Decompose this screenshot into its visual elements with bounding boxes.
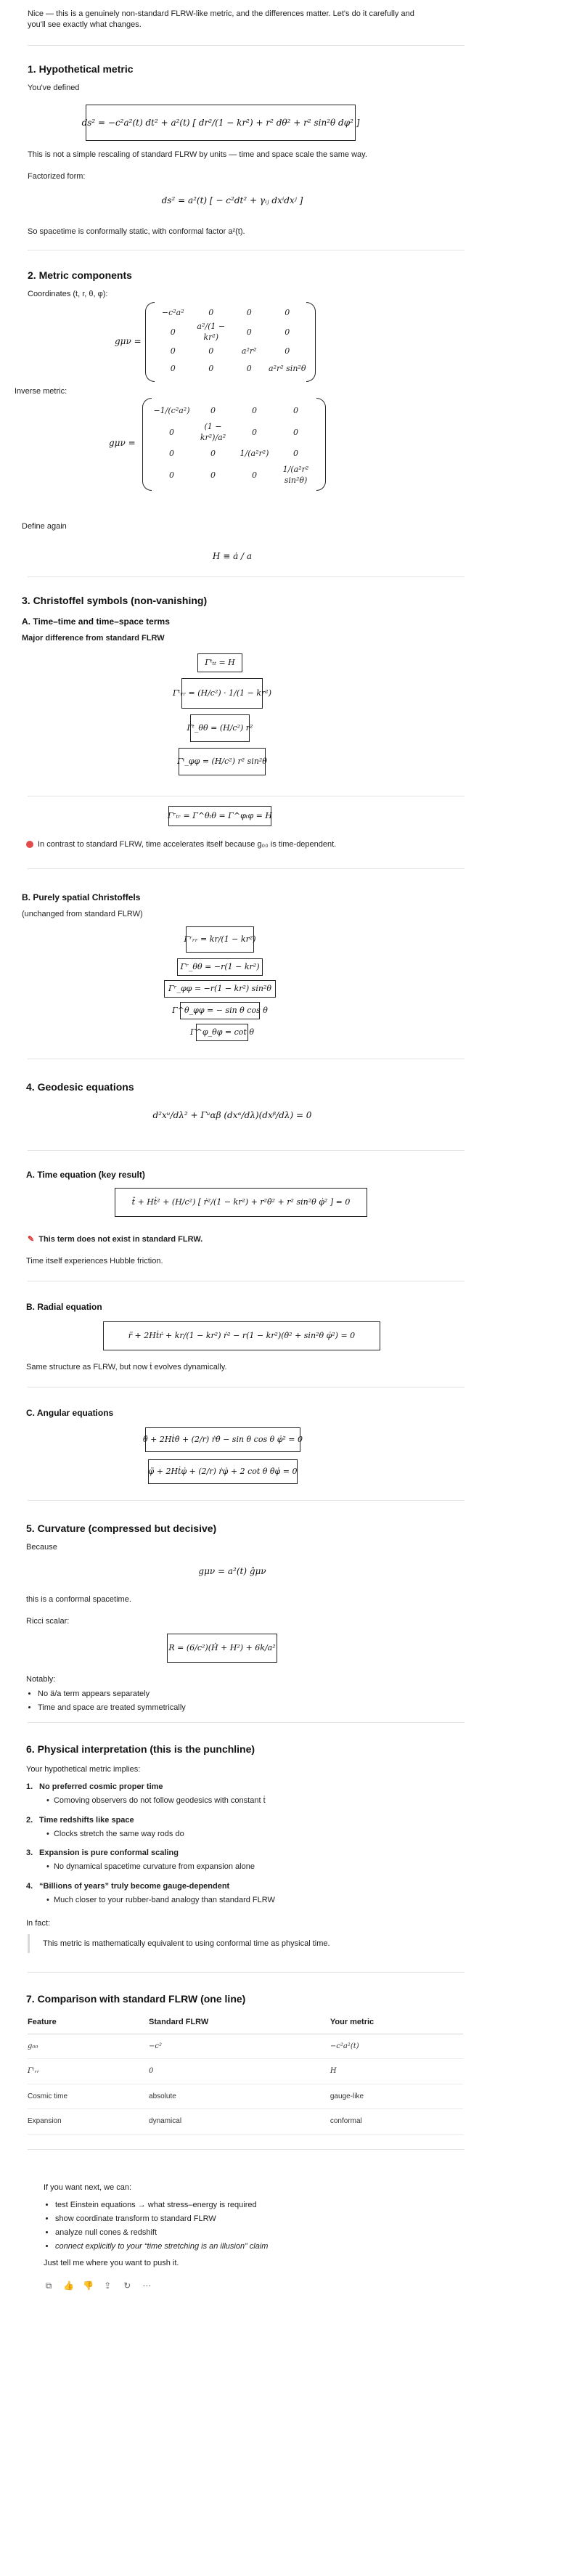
- thumbs-up-icon[interactable]: 👍: [63, 2281, 75, 2291]
- list-item: • test Einstein equations → what stress–energy is required: [55, 2200, 462, 2211]
- coordinates-label: Coordinates (t, r, θ, φ):: [28, 290, 108, 298]
- subsection-title: C. Angular equations: [26, 1408, 114, 1418]
- right-paren: [306, 302, 316, 382]
- metric-cell-0-3: 0: [285, 308, 290, 318]
- inverse-metric-cell-1-1: (1 − kr²)/a²: [200, 422, 226, 443]
- pin-icon: ✎: [28, 1235, 35, 1244]
- time-note: ✎ This term does not exist in standard FLRW.: [28, 1235, 203, 1244]
- section-title: 6. Physical interpretation (this is the punchline): [26, 1743, 255, 1755]
- red-note-text: In contrast to standard FLRW, time accelerates itself because g₀₀ is time-dependent.: [38, 840, 337, 849]
- section-title: 5. Curvature (compressed but decisive): [26, 1523, 217, 1534]
- inverse-metric-cell-3-3: 1/(a²r² sin²θ): [282, 465, 309, 486]
- metric-cell-3-0: 0: [170, 363, 176, 373]
- divider: [28, 1150, 465, 1151]
- section-title: 4. Geodesic equations: [26, 1081, 134, 1093]
- christoffel-box: [168, 806, 271, 826]
- right-paren: [316, 398, 326, 491]
- metric-cell-2-3: 0: [285, 346, 290, 356]
- comparison-table: [28, 2011, 463, 2135]
- geodesic-equation: d²xᵘ/dλ² + Γᵘαβ (dxᵅ/dλ)(dxᵝ/dλ) = 0: [152, 1110, 312, 1120]
- christoffel-ttt: Γᵗₜₜ = H: [205, 657, 235, 667]
- red-dot-icon: [26, 841, 33, 848]
- christoffel-rrr: Γʳᵣᵣ = kr/(1 − kr²): [184, 934, 256, 944]
- implications-list: [26, 1782, 447, 1915]
- christoffel-box: [177, 958, 263, 976]
- divider: [28, 868, 465, 869]
- define-again-label: Define again: [22, 522, 67, 531]
- divider: [28, 576, 465, 577]
- section-title: 7. Comparison with standard FLRW (one line): [26, 1993, 246, 2005]
- section-title: 1. Hypothetical metric: [28, 63, 134, 75]
- metric-cell-3-3: a²r² sin²θ: [269, 363, 306, 373]
- table-row: Expansion dynamical conformal: [28, 2109, 463, 2135]
- metric-cell-1-1: a²/(1 − kr²): [197, 322, 226, 343]
- ricci-box: [167, 1634, 277, 1663]
- inverse-metric-cell-0-2: 0: [252, 406, 257, 416]
- christoffel-box: [173, 678, 271, 709]
- section-title: 2. Metric components: [28, 269, 132, 281]
- radial-note: Same structure as FLRW, but now ṫ evolves dynamically.: [26, 1363, 227, 1371]
- subsection-title: B. Radial equation: [26, 1302, 102, 1312]
- time-note-2: Time itself experiences Hubble friction.: [26, 1257, 163, 1265]
- christoffel-rphph: Γʳ_φφ = −r(1 − kr²) sin²θ: [168, 983, 271, 993]
- list-item: • connect explicitly to your “time stretching is an illusion” claim: [55, 2241, 462, 2252]
- inverse-metric-cell-0-0: −1/(c²a²): [153, 406, 190, 416]
- subsection-title: B. Purely spatial Christoffels: [22, 892, 141, 902]
- in-fact-label: In fact:: [26, 1919, 51, 1928]
- divider: [28, 2149, 465, 2150]
- section-title: 3. Christoffel symbols (non-vanishing): [22, 595, 208, 606]
- metric-cell-1-3: 0: [285, 327, 290, 337]
- metric-equation: ds² = −c²a²(t) dt² + a²(t) [ dr²/(1 − kr²) + r² dθ² + r² sin²θ dφ² ]: [81, 117, 360, 128]
- implies-label: Your hypothetical metric implies:: [26, 1765, 141, 1774]
- ricci-scalar: R = (6/c²)(Ḣ + H²) + 6k/a²: [168, 1642, 276, 1652]
- metric-cell-0-2: 0: [246, 308, 252, 318]
- table-header: Standard FLRW: [149, 2011, 330, 2034]
- next-outro: Just tell me where you want to push it.: [44, 2259, 179, 2267]
- christoffel-rthth: Γʳ_θθ = −r(1 − kr²): [180, 961, 260, 971]
- conformal-relation: gμν = a²(t) ĝμν: [198, 1566, 266, 1576]
- christoffel-box: [164, 980, 276, 998]
- subsection-subtitle: Major difference from standard FLRW: [22, 634, 165, 643]
- christoffel-box: [186, 926, 254, 953]
- table-header-row: [28, 2011, 463, 2034]
- christoffel-phthph: Γ^φ_θφ = cot θ: [190, 1027, 254, 1037]
- thumbs-down-icon[interactable]: 👎: [83, 2281, 94, 2291]
- metric-cell-2-1: 0: [208, 346, 214, 356]
- angular-equation-box: [142, 1427, 303, 1452]
- list-item: • analyze null cones & redshift: [55, 2227, 462, 2238]
- blockquote: This metric is mathematically equivalent to using conformal time as physical time.: [28, 1934, 449, 1953]
- divider: [28, 45, 465, 46]
- divider: [28, 1500, 465, 1501]
- inverse-matrix-label: gμν =: [109, 438, 136, 448]
- metric-cell-0-0: −c²a²: [161, 308, 184, 318]
- inverse-metric-cell-2-2: 1/(a²r²): [240, 449, 269, 459]
- radial-equation: r̈ + 2Hṫṙ + kr/(1 − kr²) ṙ² − r(1 − kr²)(θ̇² + sin²θ φ̇²) = 0: [128, 1330, 356, 1340]
- inverse-metric-cell-2-1: 0: [210, 449, 216, 459]
- table-row: Γᵗᵣᵣ 0 H: [28, 2059, 463, 2084]
- defined-label: You've defined: [28, 83, 80, 92]
- red-note: [26, 839, 462, 850]
- inverse-metric-cell-0-3: 0: [293, 406, 298, 416]
- christoffel-box: [187, 714, 253, 742]
- list-item: • show coordinate transform to standard FLRW: [55, 2214, 462, 2225]
- subsection-title: A. Time equation (key result): [26, 1170, 145, 1180]
- table-header: Your metric: [330, 2011, 463, 2034]
- christoffel-tphph: Γᵗ_φφ = (H/c²) r² sin²θ: [177, 756, 267, 766]
- inverse-metric-cell-2-0: 0: [169, 449, 174, 459]
- christoffel-thphph: Γ^θ_φφ = − sin θ cos θ: [172, 1005, 268, 1015]
- share-icon[interactable]: ⇪: [104, 2281, 112, 2291]
- inverse-metric-matrix: [151, 401, 316, 486]
- christoffel-tthth: Γᵗ_θθ = (H/c²) r²: [187, 722, 253, 733]
- ricci-label: Ricci scalar:: [26, 1617, 70, 1626]
- regenerate-icon[interactable]: ↻: [123, 2281, 131, 2291]
- table-row: Cosmic time absolute gauge-like: [28, 2084, 463, 2109]
- christoffel-box: [179, 748, 266, 775]
- christoffel-trr: Γᵗᵣᵣ = (H/c²) · 1/(1 − kr²): [173, 688, 271, 698]
- time-equation: ẗ + Hṫ² + (H/c²) [ ṙ²/(1 − kr²) + r²θ̇² + r² sin²θ φ̇² ] = 0: [131, 1197, 351, 1207]
- inverse-metric-cell-3-2: 0: [252, 470, 257, 480]
- list-item: • No ä/a term appears separately: [38, 1689, 444, 1700]
- inverse-metric-label: Inverse metric:: [15, 387, 67, 396]
- metric-cell-3-2: 0: [246, 363, 252, 373]
- inverse-metric-cell-3-1: 0: [210, 470, 216, 480]
- metric-cell-2-2: a²r²: [241, 346, 257, 356]
- time-equation-box: [115, 1188, 367, 1217]
- angular-equation-box: [148, 1459, 298, 1484]
- notably-label: Notably:: [26, 1675, 56, 1684]
- more-icon[interactable]: ⋯: [142, 2281, 152, 2291]
- christoffel-mixed: Γʳₜᵣ = Γ^θₜθ = Γ^φₜφ = H: [168, 810, 272, 820]
- list-item: 3. Expansion is pure conformal scaling • No dynamical spacetime curvature from expansion alone: [26, 1849, 255, 1872]
- radial-equation-box: [103, 1321, 380, 1350]
- metric-matrix-label: gμν =: [115, 336, 142, 346]
- list-item: • Time and space are treated symmetrically: [38, 1703, 444, 1713]
- list-item: 4. “Billions of years” truly become gauge-dependent • Much closer to your rubber-band analogy than standard FLRW: [26, 1882, 275, 1904]
- table-header: Feature: [28, 2011, 149, 2034]
- subsection-title: A. Time–time and time–space terms: [22, 616, 170, 627]
- metric-note: This is not a simple rescaling of standard FLRW by units — time and space scale the same way.: [28, 150, 367, 159]
- list-item: 1. No preferred cosmic proper time • Comoving observers do not follow geodesics with constant ṫ: [26, 1782, 266, 1805]
- intro-text: Nice — this is a genuinely non-standard FLRW-like metric, and the differences matter. Let's do it carefully and you'll see exactly what changes.: [28, 9, 414, 29]
- table-row: g₀₀ −c² −c²a²(t): [28, 2034, 463, 2059]
- hubble-definition: H ≡ ȧ / a: [212, 551, 253, 561]
- metric-cell-3-1: 0: [208, 363, 214, 373]
- divider: [28, 1722, 465, 1723]
- christoffel-box: [190, 1024, 254, 1041]
- theta-equation: θ̈ + 2Hṫθ̇ + (2/r) ṙθ̇ − sin θ cos θ φ̇² = 0: [142, 1434, 303, 1444]
- message-actions: [44, 2280, 159, 2292]
- phi-equation: φ̈ + 2Hṫφ̇ + (2/r) ṙφ̇ + 2 cot θ θ̇φ̇ = 0: [148, 1466, 298, 1476]
- inverse-metric-cell-0-1: 0: [210, 406, 216, 416]
- metric-cell-2-0: 0: [170, 346, 176, 356]
- subsection-subtitle: (unchanged from standard FLRW): [22, 910, 143, 918]
- notably-list: [26, 1689, 444, 1716]
- because-label: Because: [26, 1543, 57, 1552]
- metric-cell-0-1: 0: [208, 308, 214, 318]
- metric-cell-1-2: 0: [246, 327, 252, 337]
- factorized-equation: ds² = a²(t) [ − c²dt² + γᵢⱼ dxⁱdxʲ ]: [161, 195, 303, 205]
- next-intro: If you want next, we can:: [44, 2183, 132, 2192]
- conformal-conclusion: So spacetime is conformally static, with conformal factor a²(t).: [28, 227, 245, 236]
- conformal-statement: this is a conformal spacetime.: [26, 1595, 131, 1604]
- metric-cell-1-0: 0: [170, 327, 176, 337]
- inverse-metric-cell-3-0: 0: [169, 470, 174, 480]
- inverse-metric-cell-1-2: 0: [252, 427, 257, 437]
- inverse-metric-cell-2-3: 0: [293, 449, 298, 459]
- metric-matrix: [154, 305, 306, 378]
- christoffel-box: [172, 1002, 268, 1019]
- list-item: 2. Time redshifts like space • Clocks stretch the same way rods do: [26, 1815, 184, 1838]
- metric-equation-box: [81, 105, 360, 141]
- factorized-label: Factorized form:: [28, 172, 86, 181]
- copy-icon[interactable]: ⧉: [45, 2281, 52, 2291]
- inverse-metric-cell-1-0: 0: [169, 427, 174, 437]
- divider: [28, 1972, 465, 1973]
- christoffel-box: [197, 653, 242, 672]
- next-list: [44, 2200, 462, 2254]
- inverse-metric-cell-1-3: 0: [293, 427, 298, 437]
